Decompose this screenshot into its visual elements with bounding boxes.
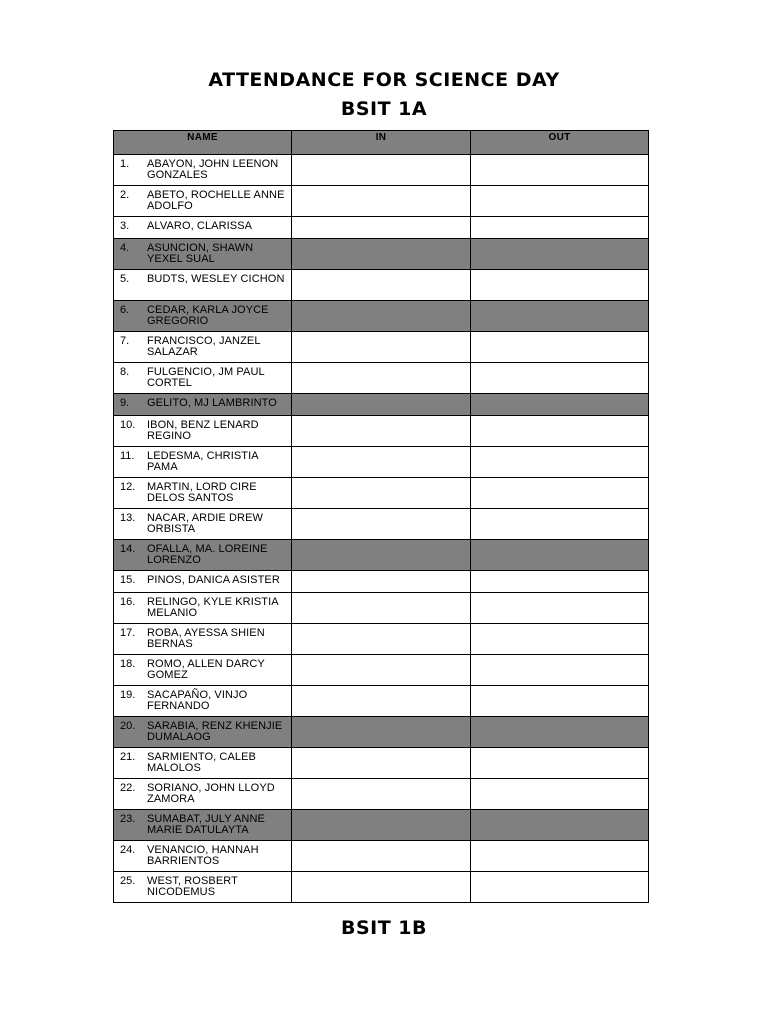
out-cell[interactable] — [471, 478, 649, 509]
table-row — [114, 447, 649, 478]
in-cell[interactable] — [292, 540, 471, 571]
student-name: MARTIN, LORD CIRE DELOS SANTOS — [147, 481, 257, 504]
row-number: 17. — [120, 627, 136, 639]
row-number: 20. — [120, 720, 136, 732]
row-number: 3. — [120, 220, 130, 232]
student-name: SARABIA, RENZ KHENJIE DUMALAOG — [147, 720, 283, 743]
name-cell — [114, 841, 292, 872]
in-cell[interactable] — [292, 571, 471, 593]
table-row — [114, 872, 649, 903]
row-number: 15. — [120, 574, 136, 586]
in-cell[interactable] — [292, 624, 471, 655]
out-cell[interactable] — [471, 239, 649, 270]
student-name: ASUNCION, SHAWN YEXEL SUAL — [147, 242, 254, 265]
name-cell — [114, 624, 292, 655]
student-name: NACAR, ARDIE DREW ORBISTA — [147, 512, 263, 535]
out-cell[interactable] — [471, 540, 649, 571]
in-cell[interactable] — [292, 478, 471, 509]
in-cell[interactable] — [292, 186, 471, 217]
in-cell[interactable] — [292, 748, 471, 779]
student-name: BUDTS, WESLEY CICHON — [147, 273, 285, 285]
out-cell[interactable] — [471, 810, 649, 841]
name-cell — [114, 217, 292, 239]
name-cell — [114, 540, 292, 571]
row-number: 19. — [120, 689, 136, 701]
in-cell[interactable] — [292, 394, 471, 416]
out-cell[interactable] — [471, 363, 649, 394]
row-number: 25. — [120, 875, 136, 887]
name-cell — [114, 447, 292, 478]
student-name: FRANCISCO, JANZEL SALAZAR — [147, 335, 261, 358]
row-number: 9. — [120, 397, 130, 409]
student-name: SORIANO, JOHN LLOYD ZAMORA — [147, 782, 275, 805]
out-cell[interactable] — [471, 571, 649, 593]
row-number: 13. — [120, 512, 136, 524]
row-number: 1. — [120, 158, 130, 170]
table-row — [114, 239, 649, 270]
student-name: WEST, ROSBERT NICODEMUS — [147, 875, 238, 898]
table-row — [114, 717, 649, 748]
in-cell[interactable] — [292, 270, 471, 301]
in-cell[interactable] — [292, 447, 471, 478]
name-cell — [114, 593, 292, 624]
row-number: 16. — [120, 596, 136, 608]
name-cell — [114, 155, 292, 186]
student-name: SARMIENTO, CALEB MALOLOS — [147, 751, 256, 774]
out-cell[interactable] — [471, 270, 649, 301]
table-row — [114, 332, 649, 363]
out-cell[interactable] — [471, 416, 649, 447]
name-cell — [114, 872, 292, 903]
name-cell — [114, 186, 292, 217]
out-cell[interactable] — [471, 593, 649, 624]
name-cell — [114, 478, 292, 509]
student-name: SUMABAT, JULY ANNE MARIE DATULAYTA — [147, 813, 265, 836]
student-name: IBON, BENZ LENARD REGINO — [147, 419, 259, 442]
in-cell[interactable] — [292, 717, 471, 748]
student-name: FULGENCIO, JM PAUL CORTEL — [147, 366, 265, 389]
table-row — [114, 686, 649, 717]
in-cell[interactable] — [292, 301, 471, 332]
table-row — [114, 363, 649, 394]
row-number: 10. — [120, 419, 136, 431]
row-number: 6. — [120, 304, 130, 316]
table-row — [114, 841, 649, 872]
student-name: SACAPAÑO, VINJO FERNANDO — [147, 689, 248, 712]
table-header-row — [114, 131, 649, 155]
header-name: NAME — [114, 131, 292, 155]
name-cell — [114, 717, 292, 748]
attendance-table — [113, 130, 649, 903]
name-cell — [114, 416, 292, 447]
out-cell[interactable] — [471, 301, 649, 332]
table-row — [114, 624, 649, 655]
table-row — [114, 810, 649, 841]
student-name: RELINGO, KYLE KRISTIA MELANIO — [147, 596, 279, 619]
name-cell — [114, 270, 292, 301]
table-row — [114, 509, 649, 540]
student-name: VENANCIO, HANNAH BARRIENTOS — [147, 844, 259, 867]
name-cell — [114, 332, 292, 363]
name-cell — [114, 239, 292, 270]
out-cell[interactable] — [471, 872, 649, 903]
name-cell — [114, 810, 292, 841]
header-in: IN — [292, 131, 471, 155]
in-cell[interactable] — [292, 655, 471, 686]
out-cell[interactable] — [471, 509, 649, 540]
in-cell[interactable] — [292, 841, 471, 872]
out-cell[interactable] — [471, 217, 649, 239]
name-cell — [114, 748, 292, 779]
in-cell[interactable] — [292, 872, 471, 903]
out-cell[interactable] — [471, 155, 649, 186]
table-row — [114, 655, 649, 686]
student-name: GELITO, MJ LAMBRINTO — [147, 397, 277, 409]
student-name: ABAYON, JOHN LEENON GONZALES — [147, 158, 279, 181]
row-number: 22. — [120, 782, 136, 794]
table-row — [114, 186, 649, 217]
table-row — [114, 540, 649, 571]
in-cell[interactable] — [292, 416, 471, 447]
student-name: ROBA, AYESSA SHIEN BERNAS — [147, 627, 265, 650]
row-number: 11. — [120, 450, 135, 462]
in-cell[interactable] — [292, 155, 471, 186]
row-number: 2. — [120, 189, 130, 201]
table-row — [114, 779, 649, 810]
table-row — [114, 748, 649, 779]
in-cell[interactable] — [292, 217, 471, 239]
name-cell — [114, 363, 292, 394]
table-row — [114, 270, 649, 301]
name-cell — [114, 394, 292, 416]
name-cell — [114, 655, 292, 686]
out-cell[interactable] — [471, 655, 649, 686]
table-row — [114, 301, 649, 332]
row-number: 18. — [120, 658, 136, 670]
in-cell[interactable] — [292, 363, 471, 394]
table-row — [114, 394, 649, 416]
out-cell[interactable] — [471, 686, 649, 717]
table-row — [114, 571, 649, 593]
row-number: 24. — [120, 844, 136, 856]
in-cell[interactable] — [292, 332, 471, 363]
row-number: 4. — [120, 242, 130, 254]
document-title: ATTENDANCE FOR SCIENCE DAY — [208, 69, 560, 91]
out-cell[interactable] — [471, 717, 649, 748]
table-row — [114, 593, 649, 624]
out-cell[interactable] — [471, 394, 649, 416]
out-cell[interactable] — [471, 748, 649, 779]
out-cell[interactable] — [471, 779, 649, 810]
student-name: ALVARO, CLARISSA — [147, 220, 253, 232]
row-number: 7. — [120, 335, 130, 347]
name-cell — [114, 571, 292, 593]
table-row — [114, 155, 649, 186]
out-cell[interactable] — [471, 332, 649, 363]
row-number: 8. — [120, 366, 130, 378]
name-cell — [114, 686, 292, 717]
row-number: 5. — [120, 273, 130, 285]
in-cell[interactable] — [292, 779, 471, 810]
name-cell — [114, 509, 292, 540]
in-cell[interactable] — [292, 239, 471, 270]
row-number: 21. — [120, 751, 136, 763]
out-cell[interactable] — [471, 186, 649, 217]
out-cell[interactable] — [471, 624, 649, 655]
table-row — [114, 478, 649, 509]
section-heading-bsit-1b: BSIT 1B — [340, 917, 427, 939]
student-name: OFALLA, MA. LOREINE LORENZO — [147, 543, 268, 566]
table-row — [114, 217, 649, 239]
table-row — [114, 416, 649, 447]
in-cell[interactable] — [292, 593, 471, 624]
out-cell[interactable] — [471, 841, 649, 872]
student-name: LEDESMA, CHRISTIA PAMA — [147, 450, 259, 473]
row-number: 12. — [120, 481, 136, 493]
row-number: 23. — [120, 813, 136, 825]
student-name: CEDAR, KARLA JOYCE GREGORIO — [147, 304, 269, 327]
student-name: ROMO, ALLEN DARCY GOMEZ — [147, 658, 265, 681]
out-cell[interactable] — [471, 447, 649, 478]
section-heading-bsit-1a: BSIT 1A — [340, 98, 428, 120]
student-name: PINOS, DANICA ASISTER — [147, 574, 280, 586]
name-cell — [114, 301, 292, 332]
name-cell — [114, 779, 292, 810]
in-cell[interactable] — [292, 509, 471, 540]
row-number: 14. — [120, 543, 136, 555]
header-out: OUT — [471, 131, 649, 155]
student-name: ABETO, ROCHELLE ANNE ADOLFO — [147, 189, 285, 212]
in-cell[interactable] — [292, 810, 471, 841]
in-cell[interactable] — [292, 686, 471, 717]
